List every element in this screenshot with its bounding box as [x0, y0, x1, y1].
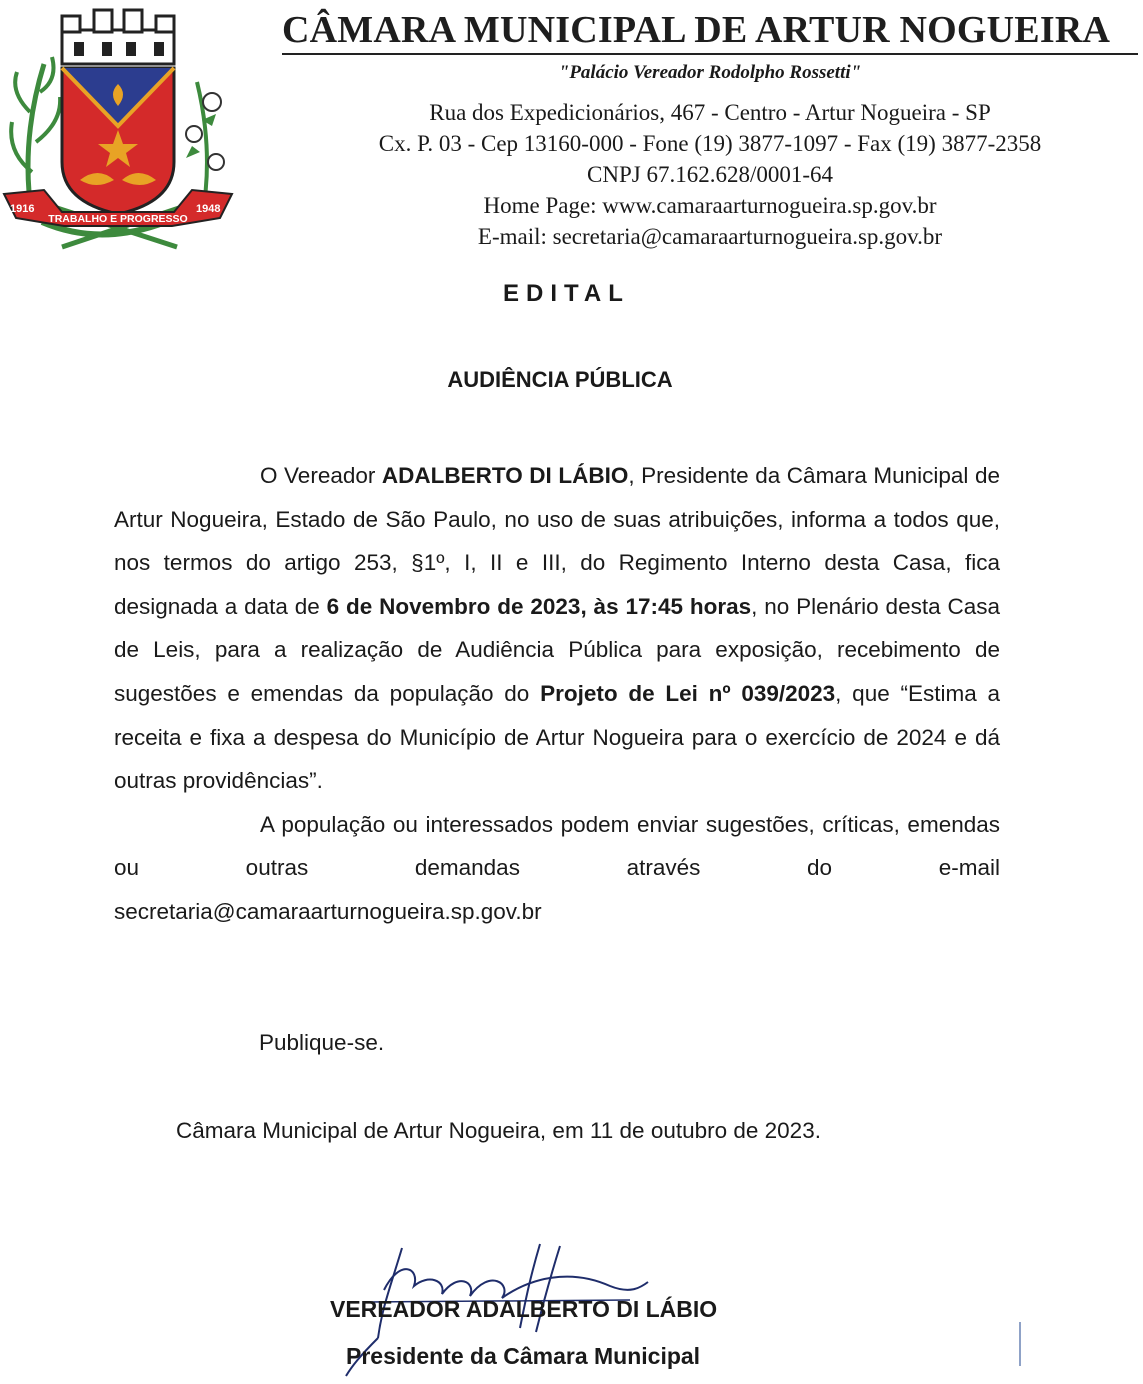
crest-motto: TRABALHO E PROGRESSO — [48, 213, 188, 225]
p1-text-2: , Presidente da Câmara Municipal de Artur Nogueira, Estado de São Paulo, no uso de suas atribuições, informa a todos que, nos termos do artigo 253, §1º, I, II e III, do Regimento Interno desta Casa, fica designada a data de — [114, 463, 1000, 619]
paragraph-2-email — [114, 890, 1000, 934]
contact-line: Cx. P. 03 - Cep 13160-000 - Fone (19) 3877-1097 - Fax (19) 3877-2358 — [378, 131, 1042, 156]
p1-text-3: , no Plenário desta Casa de Leis, para a realização de Audiência Pública para exposição, recebimento de sugestões e emendas da população do — [114, 593, 1000, 706]
date-line: Câmara Municipal de Artur Nogueira, em 11 de outubro de 2023. — [176, 1118, 821, 1143]
paragraph-2 — [114, 803, 1000, 890]
signatory-name: VEREADOR ADALBERTO DI LÁBIO — [330, 1296, 718, 1322]
p1-bold-date: 6 de Novembro de 2023, às 17:45 horas — [326, 593, 752, 619]
p1-bold-bill: Projeto de Lei nº 039/2023 — [540, 680, 836, 706]
p2-text: A população ou interessados podem enviar sugestões, críticas, emendas ou outras demandas através do e-mail — [114, 811, 1000, 881]
cnpj-line: CNPJ 67.162.628/0001-64 — [587, 162, 833, 187]
margin-mark — [1019, 1322, 1021, 1366]
document-body — [114, 454, 1000, 934]
signatory-role: Presidente da Câmara Municipal — [346, 1343, 701, 1369]
document-heading: EDITAL — [503, 280, 630, 307]
paragraph-1 — [114, 454, 1000, 803]
crest-year-left: 1916 — [10, 203, 35, 215]
p2-email: secretaria@camaraarturnogueira.sp.gov.br — [114, 898, 542, 924]
palace-subtitle: "Palácio Vereador Rodolpho Rossetti" — [558, 62, 862, 83]
p1-text-1: O Vereador — [260, 463, 382, 488]
header-underline — [282, 53, 1138, 55]
publish-notice: Publique-se. — [259, 1030, 385, 1055]
p1-text-4: , que “Estima a receita e fixa a despesa do Município de Artur Nogueira para o exercício de 2024 e dá outras providências”. — [114, 680, 1000, 794]
email-line: E-mail: secretaria@camaraarturnogueira.sp.gov.br — [477, 224, 943, 249]
address-line: Rua dos Expedicionários, 467 - Centro - Artur Nogueira - SP — [429, 100, 991, 125]
institution-title: CÂMARA MUNICIPAL DE ARTUR NOGUEIRA — [282, 9, 1111, 51]
coat-of-arms-logo — [2, 2, 234, 252]
crest-year-right: 1948 — [196, 203, 221, 215]
homepage-line: Home Page: www.camaraarturnogueira.sp.gov.br — [483, 193, 937, 218]
document-subheading: AUDIÊNCIA PÚBLICA — [447, 367, 673, 392]
p1-bold-name: ADALBERTO DI LÁBIO — [381, 463, 629, 488]
